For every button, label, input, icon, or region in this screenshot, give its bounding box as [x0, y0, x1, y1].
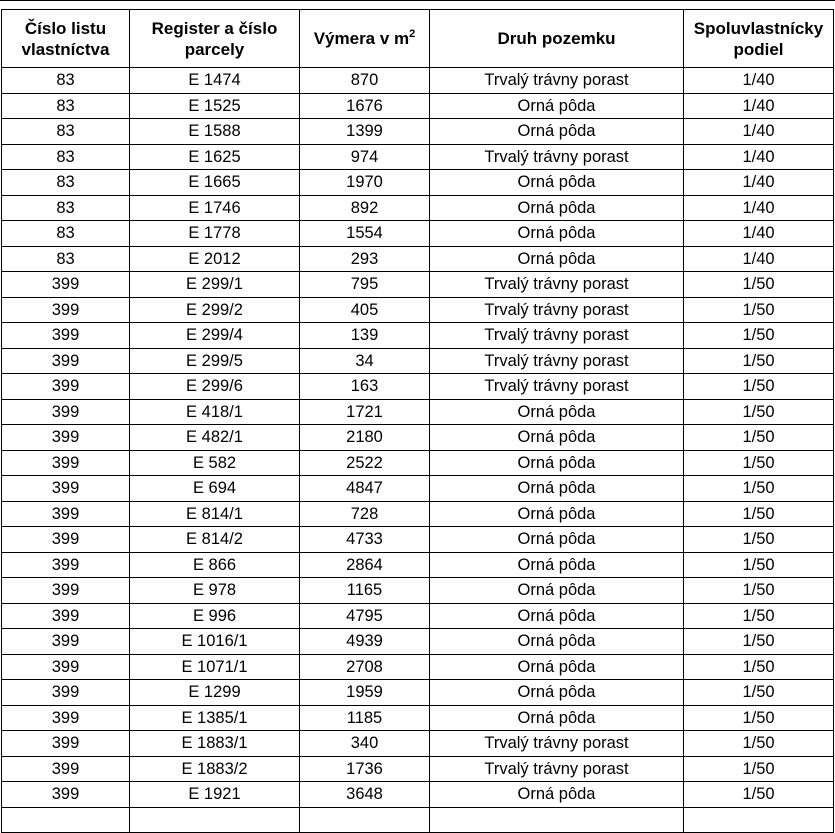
- cell-register-parcel-number: E 866: [130, 552, 300, 578]
- cell-co-ownership-share: 1/50: [684, 782, 834, 808]
- cell-area: 1721: [300, 399, 430, 425]
- cell-land-type: Orná pôda: [430, 425, 684, 451]
- table-row: [2, 527, 834, 553]
- cell-area: 1185: [300, 705, 430, 731]
- cell-ownership-sheet-number: 83: [2, 68, 130, 94]
- cell-area: 2180: [300, 425, 430, 451]
- cell-co-ownership-share: 1/40: [684, 119, 834, 145]
- cell-register-parcel-number: E 1778: [130, 221, 300, 247]
- cell-area: 4847: [300, 476, 430, 502]
- cell-co-ownership-share: 1/40: [684, 68, 834, 94]
- cell-area: 34: [300, 348, 430, 374]
- header-ownership-sheet-number: Číslo listu vlastníctva: [2, 10, 130, 68]
- cell-register-parcel-number: E 1665: [130, 170, 300, 196]
- cell-area: 163: [300, 374, 430, 400]
- table-row: [2, 93, 834, 119]
- table-row: [2, 425, 834, 451]
- table-row: [2, 144, 834, 170]
- cell-land-type: Orná pôda: [430, 527, 684, 553]
- cell-co-ownership-share: 1/50: [684, 297, 834, 323]
- cell-land-type: Trvalý trávny porast: [430, 272, 684, 298]
- cell-ownership-sheet-number: 399: [2, 782, 130, 808]
- cell-register-parcel-number: E 1746: [130, 195, 300, 221]
- cell-land-type: Orná pôda: [430, 578, 684, 604]
- cell-land-type: Trvalý trávny porast: [430, 144, 684, 170]
- cell-land-type: Orná pôda: [430, 119, 684, 145]
- table-row: [2, 552, 834, 578]
- cell-register-parcel-number: E 582: [130, 450, 300, 476]
- cell-register-parcel-number: E 299/2: [130, 297, 300, 323]
- cell-register-parcel-number: E 1625: [130, 144, 300, 170]
- cell-ownership-sheet-number: 83: [2, 195, 130, 221]
- cell-land-type: Orná pôda: [430, 501, 684, 527]
- cell-co-ownership-share: 1/50: [684, 374, 834, 400]
- parcel-table: [1, 9, 834, 833]
- cell-land-type: Orná pôda: [430, 476, 684, 502]
- cell-register-parcel-number: E 814/2: [130, 527, 300, 553]
- cell-co-ownership-share: 1/50: [684, 731, 834, 757]
- cell-co-ownership-share: 1/50: [684, 552, 834, 578]
- cell-area: 293: [300, 246, 430, 272]
- cell-co-ownership-share: 1/50: [684, 629, 834, 655]
- cropped-cell: [430, 807, 684, 833]
- cell-area: 4733: [300, 527, 430, 553]
- table-row-cropped: [2, 807, 834, 833]
- cell-area: 139: [300, 323, 430, 349]
- cell-co-ownership-share: 1/50: [684, 603, 834, 629]
- cell-area: 1399: [300, 119, 430, 145]
- cell-ownership-sheet-number: 399: [2, 348, 130, 374]
- cell-ownership-sheet-number: 83: [2, 93, 130, 119]
- top-rule: [0, 0, 835, 1]
- cell-ownership-sheet-number: 399: [2, 705, 130, 731]
- cell-co-ownership-share: 1/50: [684, 399, 834, 425]
- table-row: [2, 399, 834, 425]
- cell-land-type: Orná pôda: [430, 603, 684, 629]
- cell-ownership-sheet-number: 83: [2, 170, 130, 196]
- cell-land-type: Orná pôda: [430, 680, 684, 706]
- table-row: [2, 578, 834, 604]
- cell-ownership-sheet-number: 399: [2, 680, 130, 706]
- cell-area: 870: [300, 68, 430, 94]
- cell-area: 728: [300, 501, 430, 527]
- cell-co-ownership-share: 1/50: [684, 450, 834, 476]
- table-row: [2, 731, 834, 757]
- cell-ownership-sheet-number: 399: [2, 425, 130, 451]
- cell-land-type: Orná pôda: [430, 552, 684, 578]
- cell-co-ownership-share: 1/40: [684, 246, 834, 272]
- cell-area: 405: [300, 297, 430, 323]
- cropped-cell: [2, 807, 130, 833]
- cell-ownership-sheet-number: 399: [2, 450, 130, 476]
- cell-area: 1959: [300, 680, 430, 706]
- header-register-parcel-number: Register a číslo parcely: [130, 10, 300, 68]
- cell-ownership-sheet-number: 399: [2, 603, 130, 629]
- cell-register-parcel-number: E 299/1: [130, 272, 300, 298]
- table-row: [2, 476, 834, 502]
- table-row: [2, 195, 834, 221]
- cell-register-parcel-number: E 1921: [130, 782, 300, 808]
- cell-land-type: Trvalý trávny porast: [430, 323, 684, 349]
- cell-ownership-sheet-number: 399: [2, 476, 130, 502]
- cell-land-type: Trvalý trávny porast: [430, 297, 684, 323]
- header-land-type: Druh pozemku: [430, 10, 684, 68]
- cell-ownership-sheet-number: 83: [2, 144, 130, 170]
- cell-co-ownership-share: 1/50: [684, 425, 834, 451]
- table-row: [2, 603, 834, 629]
- cell-co-ownership-share: 1/50: [684, 578, 834, 604]
- cell-co-ownership-share: 1/50: [684, 476, 834, 502]
- cell-register-parcel-number: E 694: [130, 476, 300, 502]
- cell-co-ownership-share: 1/50: [684, 501, 834, 527]
- cell-land-type: Orná pôda: [430, 705, 684, 731]
- table-body: [2, 68, 834, 833]
- cell-land-type: Orná pôda: [430, 246, 684, 272]
- cell-register-parcel-number: E 1588: [130, 119, 300, 145]
- cell-land-type: Trvalý trávny porast: [430, 348, 684, 374]
- table-row: [2, 756, 834, 782]
- cell-land-type: Orná pôda: [430, 629, 684, 655]
- cell-land-type: Trvalý trávny porast: [430, 68, 684, 94]
- cell-area: 1554: [300, 221, 430, 247]
- cell-ownership-sheet-number: 399: [2, 297, 130, 323]
- cell-register-parcel-number: E 1474: [130, 68, 300, 94]
- cell-land-type: Orná pôda: [430, 195, 684, 221]
- cell-ownership-sheet-number: 83: [2, 119, 130, 145]
- cell-area: 4939: [300, 629, 430, 655]
- cell-register-parcel-number: E 299/5: [130, 348, 300, 374]
- header-row: [2, 10, 834, 68]
- cell-co-ownership-share: 1/40: [684, 195, 834, 221]
- cell-co-ownership-share: 1/40: [684, 170, 834, 196]
- cell-register-parcel-number: E 978: [130, 578, 300, 604]
- cell-register-parcel-number: E 2012: [130, 246, 300, 272]
- table-row: [2, 501, 834, 527]
- cell-register-parcel-number: E 1299: [130, 680, 300, 706]
- cell-co-ownership-share: 1/40: [684, 221, 834, 247]
- cell-ownership-sheet-number: 399: [2, 756, 130, 782]
- cell-ownership-sheet-number: 399: [2, 272, 130, 298]
- cell-land-type: Orná pôda: [430, 654, 684, 680]
- cell-register-parcel-number: E 1525: [130, 93, 300, 119]
- header-area: [300, 10, 430, 68]
- header-area-label: Výmera v m: [313, 29, 410, 48]
- cell-co-ownership-share: 1/50: [684, 527, 834, 553]
- cell-register-parcel-number: E 1385/1: [130, 705, 300, 731]
- table-row: [2, 297, 834, 323]
- cell-ownership-sheet-number: 399: [2, 501, 130, 527]
- cell-land-type: Orná pôda: [430, 782, 684, 808]
- table-row: [2, 323, 834, 349]
- table-row: [2, 782, 834, 808]
- table-row: [2, 246, 834, 272]
- cell-land-type: Orná pôda: [430, 399, 684, 425]
- table-row: [2, 170, 834, 196]
- header-area-unit-superscript: 2: [409, 28, 416, 40]
- cell-register-parcel-number: E 1883/1: [130, 731, 300, 757]
- cell-area: 4795: [300, 603, 430, 629]
- cell-area: 3648: [300, 782, 430, 808]
- cell-area: 892: [300, 195, 430, 221]
- cell-register-parcel-number: E 1883/2: [130, 756, 300, 782]
- cell-register-parcel-number: E 299/4: [130, 323, 300, 349]
- cell-area: 974: [300, 144, 430, 170]
- cell-co-ownership-share: 1/50: [684, 756, 834, 782]
- table-row: [2, 272, 834, 298]
- cell-co-ownership-share: 1/50: [684, 680, 834, 706]
- cell-area: 795: [300, 272, 430, 298]
- cell-ownership-sheet-number: 399: [2, 527, 130, 553]
- cell-ownership-sheet-number: 83: [2, 221, 130, 247]
- cell-ownership-sheet-number: 399: [2, 654, 130, 680]
- cell-register-parcel-number: E 1071/1: [130, 654, 300, 680]
- table-header: [2, 10, 834, 68]
- cell-area: 2864: [300, 552, 430, 578]
- table-row: [2, 348, 834, 374]
- table-row: [2, 450, 834, 476]
- cell-register-parcel-number: E 814/1: [130, 501, 300, 527]
- table-row: [2, 374, 834, 400]
- cropped-cell: [684, 807, 834, 833]
- cell-ownership-sheet-number: 399: [2, 578, 130, 604]
- cell-register-parcel-number: E 299/6: [130, 374, 300, 400]
- cell-area: 1970: [300, 170, 430, 196]
- cell-ownership-sheet-number: 83: [2, 246, 130, 272]
- header-co-ownership-share: Spoluvlastnícky podiel: [684, 10, 834, 68]
- cell-register-parcel-number: E 996: [130, 603, 300, 629]
- cell-land-type: Orná pôda: [430, 93, 684, 119]
- cell-co-ownership-share: 1/50: [684, 654, 834, 680]
- cell-ownership-sheet-number: 399: [2, 552, 130, 578]
- cell-area: 340: [300, 731, 430, 757]
- cell-land-type: Orná pôda: [430, 221, 684, 247]
- cell-register-parcel-number: E 482/1: [130, 425, 300, 451]
- cell-register-parcel-number: E 418/1: [130, 399, 300, 425]
- table-row: [2, 68, 834, 94]
- cell-co-ownership-share: 1/50: [684, 705, 834, 731]
- cell-co-ownership-share: 1/50: [684, 272, 834, 298]
- table-row: [2, 119, 834, 145]
- cell-ownership-sheet-number: 399: [2, 374, 130, 400]
- cell-land-type: Orná pôda: [430, 170, 684, 196]
- cell-area: 2708: [300, 654, 430, 680]
- cell-area: 1736: [300, 756, 430, 782]
- table-row: [2, 221, 834, 247]
- cell-register-parcel-number: E 1016/1: [130, 629, 300, 655]
- cropped-cell: [300, 807, 430, 833]
- table-row: [2, 654, 834, 680]
- cell-ownership-sheet-number: 399: [2, 629, 130, 655]
- table-row: [2, 705, 834, 731]
- cell-ownership-sheet-number: 399: [2, 731, 130, 757]
- cell-land-type: Orná pôda: [430, 450, 684, 476]
- cropped-cell: [130, 807, 300, 833]
- cell-area: 1676: [300, 93, 430, 119]
- cell-co-ownership-share: 1/40: [684, 144, 834, 170]
- cell-land-type: Trvalý trávny porast: [430, 731, 684, 757]
- cell-co-ownership-share: 1/50: [684, 348, 834, 374]
- cell-land-type: Trvalý trávny porast: [430, 374, 684, 400]
- table-row: [2, 680, 834, 706]
- cell-area: 2522: [300, 450, 430, 476]
- cell-ownership-sheet-number: 399: [2, 399, 130, 425]
- cell-co-ownership-share: 1/40: [684, 93, 834, 119]
- table-row: [2, 629, 834, 655]
- cell-land-type: Trvalý trávny porast: [430, 756, 684, 782]
- cell-co-ownership-share: 1/50: [684, 323, 834, 349]
- cell-ownership-sheet-number: 399: [2, 323, 130, 349]
- cell-area: 1165: [300, 578, 430, 604]
